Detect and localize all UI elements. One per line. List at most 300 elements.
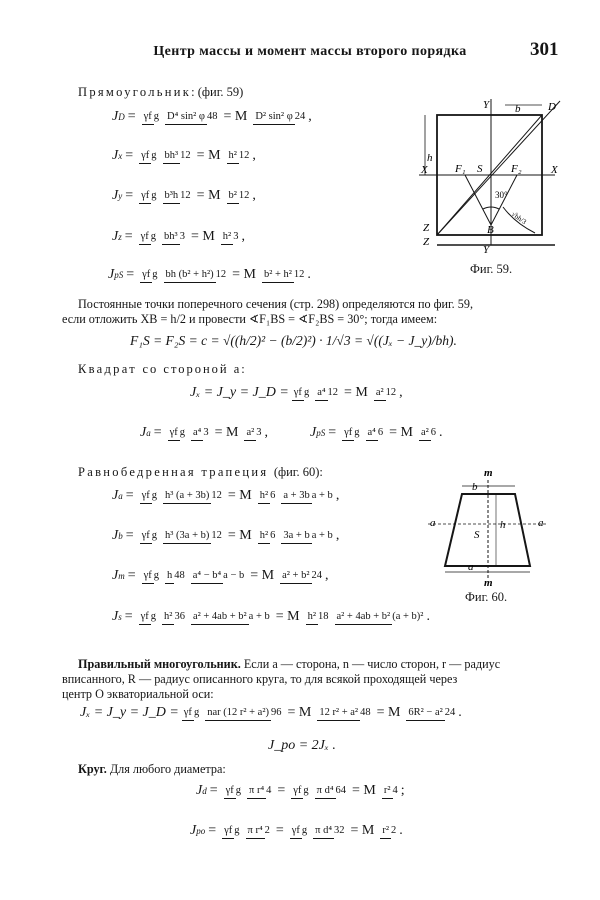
formula-jps <box>108 266 311 283</box>
num: bh (b² + h²) <box>164 269 216 283</box>
mid2: = M <box>376 704 401 720</box>
fig60-label-a-right: a <box>538 517 544 529</box>
fig59-label-f1: F₁ <box>455 163 466 175</box>
frac <box>291 782 308 799</box>
den: 24 <box>294 111 306 122</box>
formula-jd <box>112 108 312 125</box>
frac <box>258 487 276 504</box>
den: (a + b)² <box>392 611 424 622</box>
square-heading-word: Квадрат <box>78 362 138 376</box>
frac <box>139 228 156 245</box>
frac <box>262 266 304 283</box>
num: h² <box>258 530 270 544</box>
formula-trap-js <box>112 608 430 625</box>
den: 12 <box>385 387 397 398</box>
frac <box>163 147 191 164</box>
figure-60-caption: Фиг. 60. <box>465 590 508 604</box>
tail: , <box>308 108 312 124</box>
fig60-label-a-bottom: a <box>468 561 474 573</box>
den: g <box>151 150 157 161</box>
frac <box>139 147 156 164</box>
circle-text: Для любого диаметра: <box>109 762 226 776</box>
lhs: J <box>108 266 115 282</box>
den: g <box>303 387 310 398</box>
lhs: Jₓ = J_y = J_D = <box>190 384 289 400</box>
tail: . <box>399 822 403 838</box>
num: r² <box>380 825 391 839</box>
lhs: J <box>190 822 197 838</box>
den: 48 <box>206 111 218 122</box>
num: π d⁴ <box>315 785 336 799</box>
num: b³h <box>163 190 181 204</box>
eq: = <box>125 147 134 163</box>
eq: = <box>127 567 136 583</box>
lhs-sub: b <box>118 530 123 541</box>
den: 2 <box>264 825 270 836</box>
num: a² + 4ab + b² <box>335 611 393 625</box>
trapezoid-heading <box>78 465 323 480</box>
running-title: Центр массы и момент массы второго порядка <box>153 44 467 59</box>
tail: . <box>439 424 443 440</box>
frac <box>191 608 270 625</box>
frac <box>281 527 332 544</box>
formula-trap-ja <box>112 487 339 504</box>
frac <box>313 822 344 839</box>
rectangle-heading <box>78 85 243 100</box>
fig59-label-s: S <box>477 163 483 175</box>
lhs: J <box>112 108 119 124</box>
frac <box>140 527 157 544</box>
fig60-label-m-top: m <box>484 467 493 479</box>
frac <box>162 608 185 625</box>
num: γf <box>292 387 304 401</box>
mid: = M <box>214 424 239 440</box>
lhs: J <box>112 567 119 583</box>
focal-formula-text: F₁S = F₂S = c = √((h/2)² − (b/2)²) · 1/√3 = √((Jₓ − J_y)/bh). <box>130 333 457 348</box>
fig59-label-z2: Z <box>423 236 430 248</box>
frac <box>280 567 322 584</box>
den: 3 <box>256 427 262 438</box>
lhs: J <box>310 424 317 440</box>
den: 12 <box>180 150 191 161</box>
num: γf <box>291 785 303 799</box>
tail: . <box>307 266 311 282</box>
formula-jz <box>112 228 245 245</box>
lhs: J <box>140 424 147 440</box>
circle-heading: Круг. <box>78 762 107 776</box>
num: h² <box>258 490 270 504</box>
num: h² <box>162 611 174 625</box>
num: a⁴ <box>191 427 203 441</box>
lhs-sub: z <box>118 231 122 242</box>
polygon-text-line3: центр O экваториальной оси: <box>62 687 214 701</box>
formula-jy <box>112 187 256 204</box>
fig59-label-d: D <box>548 101 556 113</box>
den: g <box>301 825 308 836</box>
frac <box>224 782 241 799</box>
circle-paragraph <box>78 762 578 777</box>
fig59-label-b: b <box>515 103 521 115</box>
num: a² <box>244 427 256 441</box>
num: r² <box>382 785 393 799</box>
mid: = <box>275 822 284 838</box>
page-number: 301 <box>530 39 559 60</box>
den: 3 <box>233 231 239 242</box>
frac <box>374 384 396 401</box>
frac <box>244 424 261 441</box>
eq: = <box>126 266 135 282</box>
trapezoid-heading-ref: (фиг. 60): <box>273 465 323 479</box>
figure-59-caption: Фиг. 59. <box>470 262 513 276</box>
fig59-label-f2: F₂ <box>511 163 522 175</box>
num: γf <box>139 190 151 204</box>
lhs-sub: po <box>196 825 206 836</box>
mid: = M <box>196 147 221 163</box>
tail: , <box>335 527 340 543</box>
num: γf <box>139 150 151 164</box>
formula-polygon-jpo <box>268 738 336 754</box>
num: γf <box>222 825 234 839</box>
den: g <box>151 490 158 501</box>
mid: = M <box>287 704 312 720</box>
lhs-sub: s <box>118 611 122 622</box>
mid: = <box>277 782 286 798</box>
den: a − b <box>223 570 245 581</box>
eq: = <box>124 228 133 244</box>
num: a² <box>374 387 386 401</box>
lhs: J <box>112 527 119 543</box>
formula-trap-jb <box>112 527 339 544</box>
frac <box>163 187 191 204</box>
tail: , <box>335 487 340 503</box>
tail: , <box>399 384 403 400</box>
fig59-label-y-bottom: Y <box>483 244 490 255</box>
num: π r⁴ <box>246 825 265 839</box>
den: 12 <box>211 530 222 541</box>
frac <box>227 147 250 164</box>
frac <box>221 228 239 245</box>
den: g <box>354 427 360 438</box>
num: nar (12 r² + a²) <box>205 707 271 721</box>
trapezoid-heading-word: Равнобедренная трапеция <box>78 465 269 479</box>
tail: , <box>252 147 256 163</box>
den: 12 <box>238 150 250 161</box>
eq: = <box>209 782 218 798</box>
frac <box>142 108 159 125</box>
eq: = <box>153 424 162 440</box>
num: a² <box>419 427 431 441</box>
fig59-label-y-top: Y <box>483 99 490 111</box>
num: γf <box>168 427 180 441</box>
lhs: J <box>112 187 119 203</box>
fig60-label-s: S <box>474 529 480 541</box>
frac <box>163 487 222 504</box>
frac <box>290 822 307 839</box>
figure-60-diagram <box>420 466 550 591</box>
frac <box>139 608 156 625</box>
frac <box>165 567 185 584</box>
num: γf <box>342 427 354 441</box>
fig59-label-b-bottom: B <box>487 224 494 236</box>
fig59-label-h: h <box>427 152 433 164</box>
tail: ; <box>400 782 405 798</box>
den: 2 <box>391 825 397 836</box>
den: 12 <box>238 190 250 201</box>
den: 6 <box>270 490 276 501</box>
frac <box>380 822 396 839</box>
frac <box>317 704 370 721</box>
formula-jx <box>112 147 256 164</box>
fig60-label-m-bottom: m <box>484 577 493 589</box>
mid: = M <box>275 608 300 624</box>
eq: = <box>127 108 136 124</box>
fig59-label-z1: Z <box>423 222 430 234</box>
fig59-label-sqrt: √bh/3 <box>509 210 528 226</box>
num: a⁴ <box>315 387 327 401</box>
lhs-sub: m <box>118 570 125 581</box>
num: b² <box>227 190 239 204</box>
polygon-text-line2: вписанного, R — радиус описанного круга, то для всякой проходящей через <box>62 672 458 686</box>
frac <box>162 228 185 245</box>
frac <box>258 527 276 544</box>
num: 3a + b <box>281 530 311 544</box>
frac <box>168 424 185 441</box>
num: D² sin² φ <box>253 111 294 125</box>
tail: , <box>241 228 245 244</box>
den: 96 <box>270 707 282 718</box>
den: 3 <box>179 231 185 242</box>
frac <box>335 608 424 625</box>
den: g <box>234 825 240 836</box>
den: 12 <box>211 490 222 501</box>
den: g <box>303 785 309 796</box>
den: g <box>153 570 160 581</box>
den: 64 <box>335 785 346 796</box>
square-heading <box>78 362 247 377</box>
den: 12 <box>180 190 191 201</box>
mid: = M <box>344 384 368 400</box>
num: γf <box>142 111 154 125</box>
lhs: J <box>112 487 119 503</box>
num: 12 r² + a² <box>317 707 360 721</box>
polygon-heading: Правильный многоугольник. <box>78 657 241 671</box>
fig59-label-x-left: X <box>421 164 428 176</box>
fig60-label-b: b <box>472 481 478 493</box>
frac <box>182 704 199 721</box>
lhs-sub: D <box>118 111 125 122</box>
frac <box>227 187 250 204</box>
den: 12 <box>327 387 339 398</box>
mid: = M <box>196 187 221 203</box>
formula-square-jps <box>310 424 443 441</box>
lhs: Jₓ = J_y = J_D = <box>80 704 179 720</box>
frac <box>406 704 455 721</box>
num: π d⁴ <box>313 825 334 839</box>
mid: = M <box>232 266 256 282</box>
tail: , <box>264 424 268 440</box>
tail: . <box>426 608 430 624</box>
formula-circle-jd <box>196 782 405 799</box>
frac <box>382 782 398 799</box>
frac <box>247 782 271 799</box>
lhs-sub: x <box>118 150 123 161</box>
frac <box>205 704 281 721</box>
frac <box>315 782 346 799</box>
num: γf <box>140 490 152 504</box>
mid: = M <box>250 567 275 583</box>
den: 4 <box>392 785 398 796</box>
num: γf <box>142 570 154 584</box>
num: h² <box>227 150 239 164</box>
frac <box>315 384 338 401</box>
eq: = <box>124 608 133 624</box>
den: 12 <box>293 269 305 280</box>
frac <box>246 822 270 839</box>
eq: = <box>125 187 134 203</box>
den: 3 <box>203 427 209 438</box>
mid2: = M <box>350 822 375 838</box>
den: 24 <box>311 570 322 581</box>
eq: = <box>125 527 134 543</box>
frac <box>281 487 332 504</box>
den: g <box>179 427 186 438</box>
num: h³ (a + 3b) <box>163 490 211 504</box>
tail: . <box>458 704 462 720</box>
frac <box>165 108 217 125</box>
formula-square-ja <box>140 424 268 441</box>
lhs-sub: y <box>118 190 123 201</box>
figure-59-diagram <box>415 95 565 255</box>
den: 4 <box>266 785 272 796</box>
num: bh³ <box>162 231 180 245</box>
paragraph-constant-points-line2: если отложить XB = h/2 и провести ∢F₁BS = ∢F₂BS = 30°; тогда имеем: <box>62 312 438 326</box>
den: 6 <box>377 427 384 438</box>
num: a² + b² <box>280 570 311 584</box>
frac <box>419 424 436 441</box>
lhs: J <box>112 228 119 244</box>
mid2: = M <box>352 782 376 798</box>
formula-square-jx <box>190 384 403 401</box>
frac <box>191 567 245 584</box>
frac <box>139 187 156 204</box>
num: γf <box>140 530 152 544</box>
num: h² <box>306 611 318 625</box>
frac <box>163 527 222 544</box>
num: γf <box>224 785 236 799</box>
den: g <box>150 231 157 242</box>
mid: = M <box>389 424 413 440</box>
num: D⁴ sin² φ <box>165 111 207 125</box>
frac <box>222 822 239 839</box>
formula-polygon <box>80 704 462 721</box>
num: π r⁴ <box>247 785 266 799</box>
frac <box>142 567 159 584</box>
polygon-paragraph-line1 <box>78 657 588 672</box>
frac <box>164 266 227 283</box>
den: 18 <box>318 611 329 622</box>
mid: = M <box>227 487 252 503</box>
square-heading-rest: со стороной a: <box>142 362 247 376</box>
lhs-sub: a <box>118 490 123 501</box>
num: γf <box>139 231 151 245</box>
den: g <box>153 111 160 122</box>
num: γf <box>140 269 152 283</box>
mid: = M <box>227 527 252 543</box>
den: 48 <box>174 570 185 581</box>
den: 32 <box>334 825 345 836</box>
num: h² <box>221 231 233 245</box>
jpo-text: J_po = 2Jₓ . <box>268 738 336 753</box>
den: g <box>193 707 200 718</box>
fig60-label-h: h <box>500 519 506 531</box>
den: a + b <box>311 530 333 541</box>
num: a⁴ − b⁴ <box>191 570 223 584</box>
mid: = M <box>190 228 215 244</box>
frac <box>191 424 209 441</box>
polygon-text-line1: Если a — сторона, n — число сторон, r — радиус <box>243 657 501 671</box>
num: h <box>165 570 174 584</box>
lhs: J <box>112 608 119 624</box>
paragraph-constant-points-line1: Постоянные точки поперечного сечения (стр. 298) определяются по фиг. 59, <box>78 297 474 311</box>
eq: = <box>208 822 217 838</box>
lhs: J <box>196 782 203 798</box>
den: 36 <box>174 611 185 622</box>
rectangle-heading-ref: : (фиг. 59) <box>191 85 244 99</box>
lhs-sub: pS <box>114 269 124 280</box>
formula-circle-jpo <box>190 822 403 839</box>
den: 48 <box>360 707 371 718</box>
den: 12 <box>215 269 227 280</box>
mid: = M <box>223 108 248 124</box>
den: g <box>152 269 158 280</box>
den: g <box>151 530 158 541</box>
lhs-sub: pS <box>316 427 326 438</box>
den: 6 <box>270 530 276 541</box>
tail: , <box>252 187 256 203</box>
fig59-label-angle: 30° <box>495 190 508 200</box>
den: g <box>151 190 157 201</box>
num: γf <box>182 707 194 721</box>
rectangle-heading-word: Прямоугольник <box>78 85 192 99</box>
tail: , <box>325 567 329 583</box>
num: b² + h² <box>262 269 294 283</box>
den: a + b <box>311 490 333 501</box>
num: γf <box>290 825 302 839</box>
frac <box>366 424 384 441</box>
num: h³ (3a + b) <box>163 530 211 544</box>
frac <box>292 384 309 401</box>
eq: = <box>125 487 134 503</box>
den: 6 <box>430 427 436 438</box>
fig60-label-a-left: a <box>430 517 436 529</box>
lhs-sub: d <box>202 785 207 796</box>
num: bh³ <box>163 150 181 164</box>
frac <box>140 487 157 504</box>
formula-focal-distance <box>130 333 457 349</box>
frac <box>253 108 305 125</box>
num: a² + 4ab + b² <box>191 611 249 625</box>
num: a + 3b <box>281 490 311 504</box>
frac <box>306 608 329 625</box>
num: γf <box>139 611 151 625</box>
num: 6R² − a² <box>406 707 444 721</box>
formula-trap-jm <box>112 567 329 584</box>
lhs: J <box>112 147 119 163</box>
lhs-sub: a <box>146 427 151 438</box>
frac <box>342 424 359 441</box>
fig59-label-x-right: X <box>551 164 558 176</box>
den: 24 <box>444 707 456 718</box>
